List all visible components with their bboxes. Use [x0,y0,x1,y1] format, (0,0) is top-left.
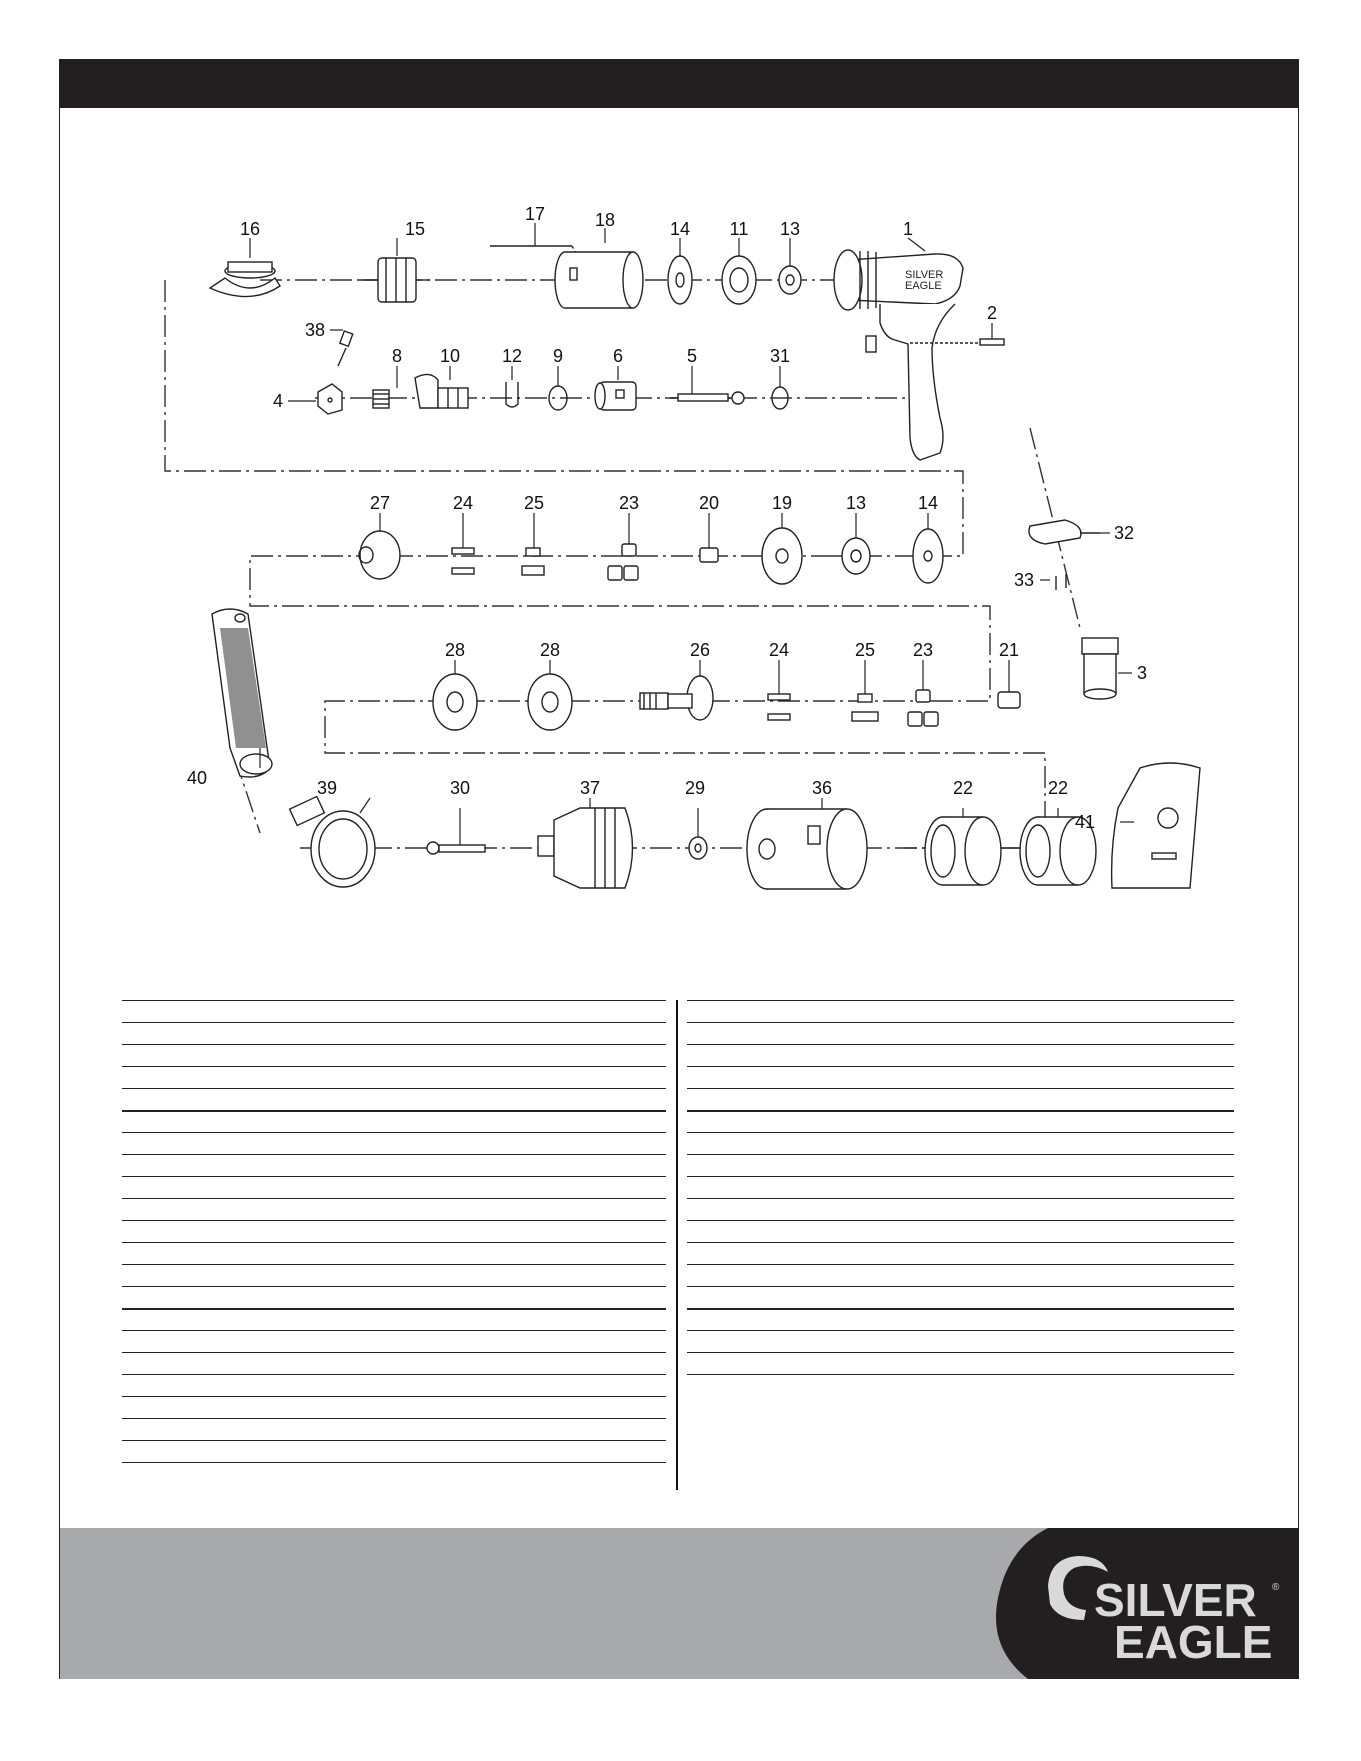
callout-41: 41 [1074,812,1096,832]
callout-25-a: 25 [523,493,545,513]
callout-38: 38 [304,320,326,340]
part-24-a [452,548,474,574]
table-row [687,1330,1234,1331]
table-row [687,1022,1234,1023]
part-13-mid [842,538,870,574]
part-22-a [925,817,1001,885]
part-26 [640,676,713,720]
table-row [122,1396,666,1397]
table-row [122,1374,666,1375]
table-row [122,1440,666,1441]
part-1-housing [834,250,963,460]
registered-mark: ® [1272,1582,1280,1593]
part-37 [538,808,633,888]
table-row [122,1000,666,1001]
header-bar [60,60,1298,108]
table-row [122,1242,666,1243]
table-row [122,1286,666,1287]
table-row [122,1462,666,1463]
callout-8: 8 [391,346,403,366]
part-41 [1112,763,1200,888]
table-row [687,1066,1234,1067]
table-row [122,1132,666,1133]
parts-list-left-column [122,1000,666,1500]
part-16 [210,262,280,297]
callout-23-b: 23 [912,640,934,660]
table-row [687,1000,1234,1001]
part-25-a [522,548,544,575]
callout-22-b: 22 [1047,778,1069,798]
part-25-b [852,694,878,721]
table-row [687,1088,1234,1089]
page-frame [59,59,1299,1679]
part-14-mid [913,529,943,583]
callout-11: 11 [729,219,749,239]
part-5 [670,392,744,404]
table-row [122,1066,666,1067]
table-row [687,1264,1234,1265]
part-15 [360,258,430,302]
table-row [687,1132,1234,1133]
parts-list-right-column [687,1000,1234,1420]
callout-24-a: 24 [452,493,474,513]
table-row [122,1418,666,1419]
callout-36: 36 [811,778,833,798]
part-32 [1029,520,1100,544]
part-23-a [608,544,638,580]
part-6 [595,382,636,410]
table-row [687,1286,1234,1287]
part-10 [415,374,468,408]
table-row [122,1022,666,1023]
callout-1: 1 [902,219,914,239]
table-row [122,1176,666,1177]
callout-27: 27 [369,493,391,513]
callout-17: 17 [524,204,546,224]
table-row [122,1264,666,1265]
callout-5: 5 [686,346,698,366]
table-row [687,1242,1234,1243]
callout-21: 21 [998,640,1020,660]
part-20 [700,548,718,562]
logo-text-bottom: EAGLE [1114,1616,1273,1668]
part-23-b [908,690,938,726]
footer-band [60,1528,1298,1679]
callout-40: 40 [186,768,208,788]
callout-12: 12 [501,346,523,366]
callout-24-b: 24 [768,640,790,660]
table-row [687,1220,1234,1221]
table-row [687,1198,1234,1199]
tool-brand-bottom: EAGLE [905,280,942,292]
callout-16: 16 [239,219,261,239]
table-row [122,1308,666,1310]
part-12 [506,382,518,407]
callout-28-a: 28 [444,640,466,660]
callout-30: 30 [449,778,471,798]
table-row [687,1154,1234,1155]
table-row [687,1374,1234,1375]
callout-19: 19 [771,493,793,513]
callout-32: 32 [1113,523,1135,543]
part-13-top [779,266,801,294]
part-29 [689,837,707,859]
callout-28-b: 28 [539,640,561,660]
table-row [122,1044,666,1045]
callout-39: 39 [316,778,338,798]
part-38 [338,331,353,366]
callout-6: 6 [612,346,624,366]
part-4 [318,384,342,414]
table-row [687,1176,1234,1177]
part-33 [1056,574,1066,590]
callout-23-a: 23 [618,493,640,513]
part-27 [359,531,400,579]
callout-31: 31 [769,346,791,366]
column-divider [676,1000,678,1490]
table-row [122,1088,666,1089]
callout-13-mid: 13 [845,493,867,513]
exploded-parts-diagram [60,108,1300,1038]
callout-10: 10 [439,346,461,366]
callout-14-top: 14 [669,219,691,239]
callout-37: 37 [579,778,601,798]
part-28-a [433,674,477,730]
callout-25-b: 25 [854,640,876,660]
tool-brand-top: SILVER [905,269,944,281]
part-24-b [768,694,790,720]
table-row [687,1308,1234,1310]
table-row [122,1154,666,1155]
part-11 [722,256,756,304]
callout-15: 15 [404,219,426,239]
part-8 [373,390,389,408]
callout-18: 18 [594,210,616,230]
table-row [687,1352,1234,1353]
part-3 [1082,638,1118,699]
table-row [122,1330,666,1331]
callout-13-top: 13 [779,219,801,239]
callout-26: 26 [689,640,711,660]
callout-22-a: 22 [952,778,974,798]
callout-33: 33 [1013,570,1035,590]
part-28-b [528,674,572,730]
part-19 [762,528,802,584]
part-18 [555,252,643,308]
table-row [687,1044,1234,1045]
part-30 [427,842,485,854]
part-14-top [668,256,692,304]
table-row [122,1352,666,1353]
callout-4: 4 [272,391,284,411]
callout-9: 9 [552,346,564,366]
brand-logo [978,1528,1298,1679]
logo-text-top: SILVER [1094,1574,1257,1626]
callout-14-mid: 14 [917,493,939,513]
callout-29: 29 [684,778,706,798]
table-row [122,1220,666,1221]
callout-20: 20 [698,493,720,513]
part-36 [747,809,867,889]
part-21 [998,692,1020,708]
table-row [122,1198,666,1199]
parts-list-table [122,1000,1242,1550]
callout-2: 2 [986,303,998,323]
callout-3: 3 [1136,663,1148,683]
table-row [122,1110,666,1112]
part-40-handle [212,609,272,777]
table-row [687,1110,1234,1112]
